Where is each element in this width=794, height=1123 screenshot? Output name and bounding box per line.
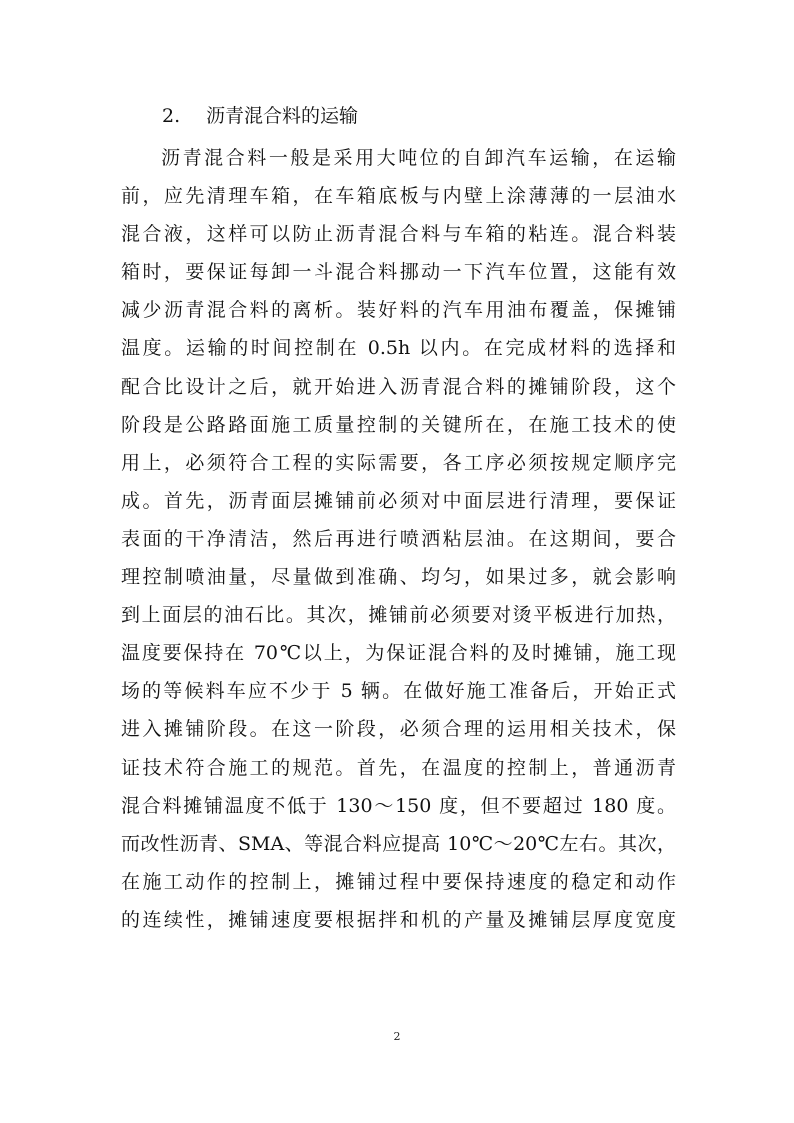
paragraph-line: 前，应先清理车箱，在车箱底板与内壁上涂薄薄的一层油水 (121, 185, 676, 208)
paragraph-line: 阶段是公路路面施工质量控制的关键所在，在施工技术的使 (121, 413, 676, 436)
paragraph-line: 箱时，要保证每卸一斗混合料挪动一下汽车位置，这能有效 (121, 261, 676, 284)
paragraph-line: 的连续性，摊铺速度要根据拌和机的产量及摊铺层厚度宽度 (121, 908, 676, 931)
section-number: 2. (162, 105, 181, 127)
body-paragraph (121, 139, 676, 939)
paragraph-line: 到上面层的油石比。其次，摊铺前必须要对烫平板进行加热， (121, 604, 676, 627)
page-number: 2 (393, 1030, 401, 1043)
paragraph-line: 而改性沥青、SMA、等混合料应提高 10℃～20℃左右。其次， (121, 832, 676, 855)
paragraph-line: 在施工动作的控制上，摊铺过程中要保持速度的稳定和动作 (121, 870, 676, 893)
paragraph-line: 场的等候料车应不少于 5 辆。在做好施工准备后，开始正式 (121, 680, 676, 703)
paragraph-line: 沥青混合料一般是采用大吨位的自卸汽车运输，在运输 (161, 147, 676, 169)
section-title: 沥青混合料的运输 (206, 105, 359, 127)
paragraph-line: 混合料摊铺温度不低于 130～150 度，但不要超过 180 度。 (121, 794, 676, 817)
paragraph-line: 进入摊铺阶段。在这一阶段，必须合理的运用相关技术，保 (121, 718, 676, 741)
paragraph-line: 表面的干净清洁，然后再进行喷洒粘层油。在这期间，要合 (121, 527, 676, 550)
paragraph-line: 成。首先，沥青面层摊铺前必须对中面层进行清理，要保证 (121, 489, 676, 512)
paragraph-line: 减少沥青混合料的离析。装好料的汽车用油布覆盖，保摊铺 (121, 299, 676, 322)
paragraph-line: 配合比设计之后，就开始进入沥青混合料的摊铺阶段，这个 (121, 375, 676, 398)
paragraph-line: 证技术符合施工的规范。首先，在温度的控制上，普通沥青 (121, 756, 676, 779)
section-heading (162, 98, 358, 134)
paragraph-line: 理控制喷油量，尽量做到准确、均匀，如果过多，就会影响 (121, 566, 676, 589)
paragraph-line: 用上，必须符合工程的实际需要，各工序必须按规定顺序完 (121, 451, 676, 474)
paragraph-line: 温度。运输的时间控制在 0.5h 以内。在完成材料的选择和 (121, 337, 676, 360)
paragraph-line: 混合液，这样可以防止沥青混合料与车箱的粘连。混合料装 (121, 223, 676, 246)
paragraph-line: 温度要保持在 70℃以上，为保证混合料的及时摊铺，施工现 (121, 642, 676, 665)
